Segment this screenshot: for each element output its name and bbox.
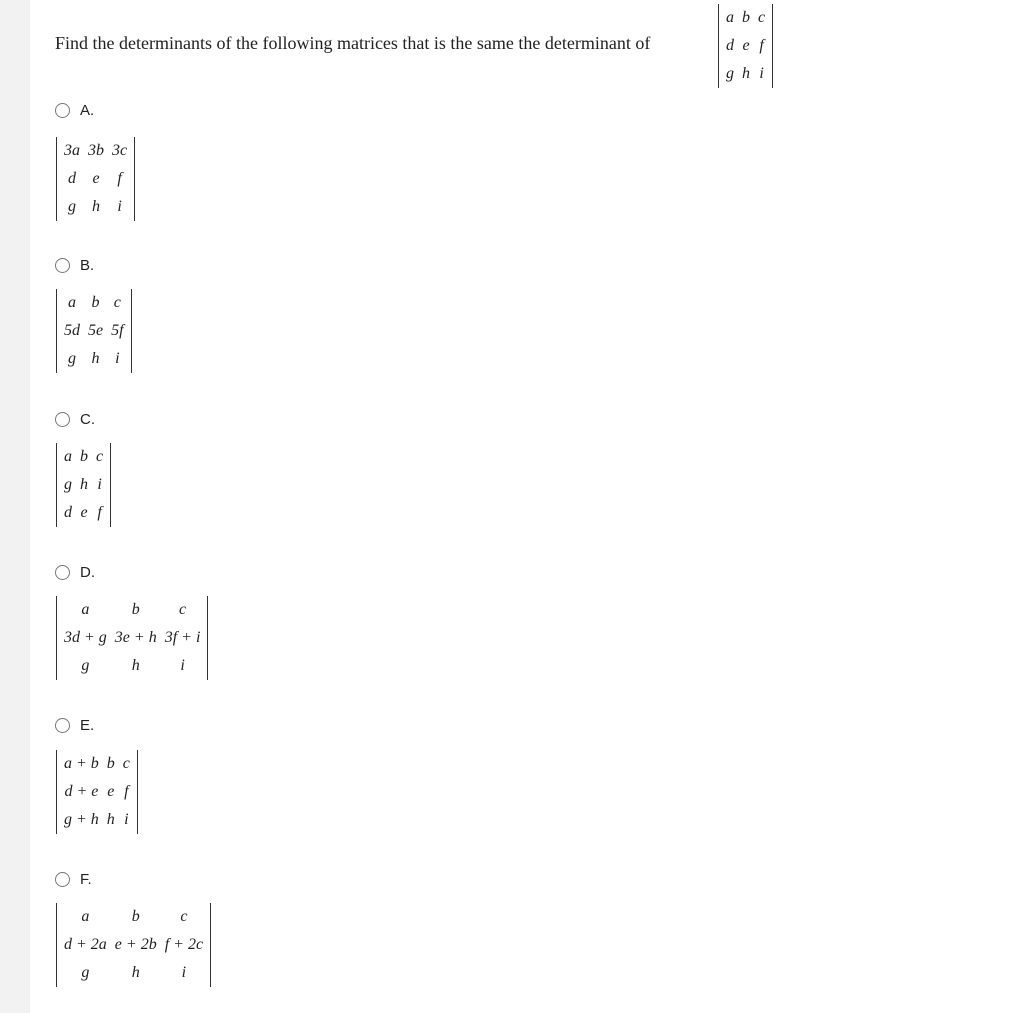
det-bar-right	[131, 289, 132, 373]
matrix-cell: d + e	[64, 783, 99, 800]
option-a-radio[interactable]	[55, 103, 70, 118]
option-b-label: B.	[80, 257, 95, 274]
option-c[interactable]	[55, 411, 95, 428]
matrix-cell: 5f	[111, 322, 124, 339]
option-d-label: D.	[80, 564, 95, 581]
matrix-cell: f + 2c	[164, 936, 204, 953]
det-bar-left	[718, 4, 719, 88]
option-f-label: F.	[80, 871, 92, 888]
matrix-cell: g	[81, 657, 90, 674]
page-left-margin	[0, 0, 30, 1013]
det-bar-right	[210, 903, 211, 987]
matrix-cell: e	[92, 170, 100, 187]
matrix-cell: h	[80, 476, 88, 493]
option-a-determinant	[56, 137, 135, 221]
matrix-cell: f	[759, 37, 764, 54]
matrix-cell: b	[131, 601, 140, 618]
option-e-radio[interactable]	[55, 718, 70, 733]
matrix-cell: a	[68, 294, 76, 311]
matrix-cell: h	[131, 657, 140, 674]
matrix-cell: a	[81, 601, 90, 618]
det-bar-right	[772, 4, 773, 88]
det-bar-left	[56, 289, 57, 373]
question-text: Find the determinants of the following matrices that is the same the determinant of	[55, 33, 651, 53]
matrix-cell: i	[115, 350, 120, 367]
option-e-determinant	[56, 750, 138, 834]
matrix-cell: c	[180, 908, 188, 925]
matrix-cell: d	[726, 37, 734, 54]
matrix-cell: d	[68, 170, 76, 187]
matrix-cell: g	[726, 65, 734, 82]
matrix-cell: d	[64, 504, 72, 521]
option-b-radio[interactable]	[55, 258, 70, 273]
matrix-cell: b	[742, 9, 750, 26]
option-e[interactable]	[55, 717, 94, 734]
matrix-cell: c	[96, 448, 104, 465]
matrix-cell: g	[68, 350, 76, 367]
option-d[interactable]	[55, 564, 95, 581]
det-bar-right	[134, 137, 135, 221]
option-a-label: A.	[80, 102, 95, 119]
matrix-cell: i	[117, 198, 122, 215]
det-bar-left	[56, 750, 57, 834]
det-bar-right	[110, 443, 111, 527]
matrix-cell: h	[92, 198, 100, 215]
matrix-cell: i	[97, 476, 102, 493]
matrix-cell: a + b	[64, 755, 99, 772]
question-determinant	[718, 4, 773, 88]
matrix-cell: a	[64, 448, 72, 465]
matrix-cell: 5e	[88, 322, 104, 339]
matrix-cell: c	[113, 294, 121, 311]
matrix-cell: g + h	[64, 811, 99, 828]
option-f-determinant	[56, 903, 211, 987]
matrix-cell: c	[758, 9, 766, 26]
matrix-cell: e	[107, 783, 115, 800]
det-bar-left	[56, 443, 57, 527]
matrix-cell: a	[726, 9, 734, 26]
matrix-cell: i	[181, 964, 187, 981]
matrix-cell: 3e + h	[114, 629, 157, 646]
matrix-cell: 3c	[112, 142, 128, 159]
matrix-cell: e + 2b	[114, 936, 157, 953]
option-b-determinant	[56, 289, 132, 373]
option-c-label: C.	[80, 411, 95, 428]
matrix-cell: f	[97, 504, 102, 521]
matrix-cell: c	[122, 755, 130, 772]
option-e-label: E.	[80, 717, 95, 734]
option-f-radio[interactable]	[55, 872, 70, 887]
matrix-cell: h	[91, 350, 100, 367]
matrix-cell: 3b	[88, 142, 104, 159]
option-d-determinant	[56, 596, 208, 680]
matrix-cell: g	[81, 964, 90, 981]
option-d-radio[interactable]	[55, 565, 70, 580]
matrix-cell: b	[80, 448, 88, 465]
det-bar-left	[56, 137, 57, 221]
matrix-cell: i	[180, 657, 185, 674]
matrix-cell: b	[91, 294, 100, 311]
matrix-cell: f	[124, 783, 129, 800]
matrix-cell: 5d	[64, 322, 80, 339]
det-bar-left	[56, 596, 57, 680]
option-f[interactable]	[55, 871, 92, 888]
matrix-cell: i	[124, 811, 129, 828]
matrix-cell: g	[68, 198, 76, 215]
matrix-cell: c	[178, 601, 187, 618]
matrix-cell: h	[131, 964, 140, 981]
matrix-cell: 3f + i	[164, 629, 201, 646]
det-bar-right	[207, 596, 208, 680]
matrix-cell: f	[117, 170, 122, 187]
matrix-cell: e	[742, 37, 750, 54]
option-b[interactable]	[55, 257, 94, 274]
det-bar-right	[137, 750, 138, 834]
matrix-cell: h	[742, 65, 750, 82]
option-c-determinant	[56, 443, 111, 527]
matrix-cell: b	[106, 755, 115, 772]
matrix-cell: a	[81, 908, 90, 925]
matrix-cell: i	[759, 65, 764, 82]
matrix-cell: 3a	[64, 142, 80, 159]
matrix-cell: h	[106, 811, 115, 828]
option-c-radio[interactable]	[55, 412, 70, 427]
matrix-cell: d + 2a	[64, 936, 107, 953]
option-a[interactable]	[55, 102, 94, 119]
matrix-cell: 3d + g	[64, 629, 107, 646]
det-bar-left	[56, 903, 57, 987]
matrix-cell: g	[64, 476, 72, 493]
matrix-cell: e	[80, 504, 88, 521]
matrix-cell: b	[131, 908, 140, 925]
